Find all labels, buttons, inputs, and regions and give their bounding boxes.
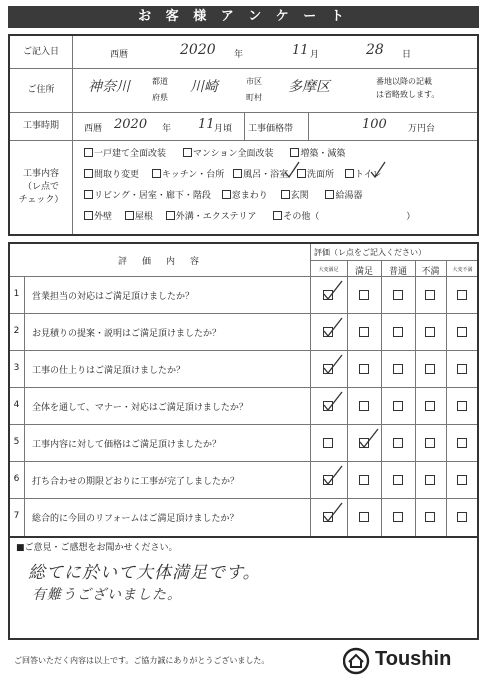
work-option-6[interactable]: 洗面所	[297, 170, 334, 180]
checkbox[interactable]	[166, 211, 175, 220]
work-option-14[interactable]: 外溝・エクステリア	[166, 212, 257, 222]
checkbox[interactable]	[84, 190, 93, 199]
rating-label-very-satisfied: 大変満足	[318, 267, 339, 273]
period-row	[10, 112, 477, 141]
work-option-13[interactable]: 屋根	[125, 212, 153, 222]
rating-check-mark	[358, 426, 380, 448]
checkbox[interactable]	[345, 169, 354, 178]
rating-checkbox[interactable]	[457, 327, 467, 337]
address-note: 番地以降の記載 は省略致します。	[376, 77, 440, 99]
checkbox[interactable]	[84, 211, 93, 220]
question-text: 総合的に今回のリフォームはご満足頂けましたか？	[32, 514, 239, 524]
comment-line-1[interactable]: 総てに於いて大体満足です。	[28, 563, 261, 583]
rating-checkbox[interactable]	[359, 512, 369, 522]
rating-checkbox[interactable]	[393, 401, 403, 411]
work-option-7[interactable]: トイレ	[345, 170, 382, 180]
period-divider	[244, 112, 245, 140]
rating-checkbox[interactable]	[425, 512, 435, 522]
rating-label-satisfied: 満足	[354, 267, 373, 277]
work-check-mark-bath	[282, 160, 302, 180]
evaluation-heading: 評 価 内 容	[117, 257, 202, 267]
address-label: ご住所	[10, 68, 73, 112]
price-divider	[308, 112, 309, 140]
comment-prompt: ■ご意見・ご感想をお聞かせください。	[16, 543, 178, 553]
rating-checkbox[interactable]	[393, 438, 403, 448]
work-option-2[interactable]: 増築・減築	[290, 149, 345, 159]
date-label: ご記入日	[10, 36, 73, 68]
address-ward-value[interactable]: 多摩区	[288, 79, 330, 95]
customer-info-table	[8, 34, 479, 236]
question-text: 打ち合わせの期限どおりに工事が完了しましたか？	[32, 477, 240, 487]
date-day-value[interactable]: 28	[366, 42, 384, 58]
survey-title: お 客 様 ア ン ケ ー ト	[138, 9, 349, 24]
toushin-logo	[343, 646, 479, 680]
rating-checkbox[interactable]	[393, 327, 403, 337]
checkbox[interactable]	[125, 211, 134, 220]
work-type-label: 工事内容 （レ点で チェック）	[10, 140, 73, 234]
date-year-unit: 年	[234, 50, 244, 60]
date-month-value[interactable]: 11	[292, 43, 309, 58]
rating-checkbox[interactable]	[425, 438, 435, 448]
rating-checkbox[interactable]	[457, 512, 467, 522]
rating-checkbox[interactable]	[323, 438, 333, 448]
question-text: 工事内容に対して価格はご満足頂けましたか？	[32, 440, 222, 450]
evaluation-table	[8, 242, 479, 538]
work-option-4[interactable]: キッチン・台所	[152, 170, 224, 180]
comment-line-2[interactable]: 有難うございました。	[32, 587, 182, 603]
address-prefecture-value[interactable]: 神奈川	[88, 79, 130, 95]
work-option-3[interactable]: 間取り変更	[84, 170, 139, 180]
period-year-value[interactable]: 2020	[114, 117, 148, 132]
period-era: 西暦	[84, 124, 103, 134]
question-number: 6	[13, 474, 20, 484]
work-option-9[interactable]: 窓まわり	[222, 191, 268, 201]
work-options-line-2	[84, 167, 381, 180]
question-text: 全体を通して、マナー・対応はご満足頂けましたか？	[32, 403, 248, 413]
brand-name: Toushin	[375, 648, 452, 670]
checkbox[interactable]	[281, 190, 290, 199]
rating-heading: 評価（レ点をご記入ください）	[314, 248, 426, 257]
rating-label-dissatisfied: 不満	[421, 267, 440, 277]
checkbox[interactable]	[222, 190, 231, 199]
rating-checkbox[interactable]	[457, 401, 467, 411]
rating-checkbox[interactable]	[457, 290, 467, 300]
rating-checkbox[interactable]	[393, 364, 403, 374]
rating-label-neutral: 普通	[388, 267, 407, 277]
date-row	[10, 36, 477, 69]
checkbox-checked[interactable]	[233, 169, 242, 178]
rating-checkbox[interactable]	[457, 364, 467, 374]
work-options-line-1	[84, 146, 345, 159]
rating-check-mark	[322, 463, 344, 485]
rating-checkbox[interactable]	[425, 290, 435, 300]
rating-checkbox[interactable]	[393, 475, 403, 485]
work-option-1[interactable]: マンション全面改装	[183, 149, 274, 159]
work-type-row	[10, 140, 477, 234]
work-option-8[interactable]: リビング・居室・廊下・階段	[84, 191, 211, 201]
rating-checkbox[interactable]	[359, 290, 369, 300]
survey-title-bar	[8, 6, 479, 28]
checkbox[interactable]	[325, 190, 334, 199]
address-city-value[interactable]: 川崎	[190, 79, 218, 95]
address-row	[10, 68, 477, 113]
comment-section	[8, 538, 479, 640]
work-option-5[interactable]: 風呂・浴室	[233, 170, 288, 180]
question-number: 7	[13, 511, 20, 521]
rating-checkbox[interactable]	[359, 364, 369, 374]
question-text: 営業担当の対応はご満足頂けましたか？	[32, 292, 195, 302]
checkbox[interactable]	[152, 169, 161, 178]
rating-checkbox[interactable]	[393, 290, 403, 300]
question-number: 3	[13, 363, 20, 373]
footer-thanks: ご回答いただく内容は以上です。ご協力誠にありがとうございました。	[14, 656, 270, 665]
rating-checkbox[interactable]	[457, 475, 467, 485]
price-value[interactable]: 100	[362, 117, 387, 132]
rating-check-mark	[322, 315, 344, 337]
rating-label-very-dissatisfied: 大変不満	[452, 267, 473, 273]
rating-checkbox[interactable]	[425, 401, 435, 411]
question-number: 5	[13, 437, 20, 447]
work-option-10[interactable]: 玄関	[281, 191, 309, 201]
rating-checkbox[interactable]	[457, 438, 467, 448]
checkbox[interactable]	[84, 148, 93, 157]
rating-check-mark	[322, 352, 344, 374]
rating-checkbox[interactable]	[359, 327, 369, 337]
checkbox[interactable]	[290, 148, 299, 157]
date-day-unit: 日	[402, 50, 412, 60]
rating-checkbox[interactable]	[425, 475, 435, 485]
work-other-close: ）	[406, 212, 416, 222]
rating-check-mark	[322, 389, 344, 411]
work-options-line-4	[84, 209, 415, 222]
rating-checkbox[interactable]	[425, 327, 435, 337]
rating-checkbox[interactable]	[393, 512, 403, 522]
rating-checkbox[interactable]	[359, 475, 369, 485]
question-text: お見積りの提案・説明はご満足頂けましたか？	[32, 329, 222, 339]
period-label: 工事時期	[10, 112, 73, 140]
work-option-0[interactable]: 一戸建て全面改装	[84, 149, 166, 159]
period-year-unit: 年	[162, 124, 172, 134]
address-prefecture-units: 都道 府県	[152, 77, 168, 102]
question-number: 4	[13, 400, 20, 410]
question-text: 工事の仕上りはご満足頂けましたか？	[32, 366, 186, 376]
rating-check-mark	[322, 278, 344, 300]
rating-checkbox-grid	[10, 244, 477, 536]
date-month-unit: 月	[310, 50, 320, 60]
work-options-line-3	[84, 188, 363, 201]
rating-checkbox[interactable]	[425, 364, 435, 374]
price-unit: 万円台	[408, 124, 436, 134]
work-option-11[interactable]: 給湯器	[325, 191, 362, 201]
work-option-15[interactable]: その他（	[273, 212, 319, 222]
checkbox[interactable]	[84, 169, 93, 178]
rating-check-mark	[322, 500, 344, 522]
checkbox[interactable]	[183, 148, 192, 157]
checkbox[interactable]	[273, 211, 282, 220]
work-check-mark-washroom	[368, 160, 388, 180]
work-option-12[interactable]: 外壁	[84, 212, 112, 222]
address-city-units: 市区 町村	[246, 77, 262, 102]
price-label: 工事価格帯	[248, 124, 294, 134]
period-month-unit: 月頃	[214, 124, 233, 134]
date-year-value[interactable]: 2020	[180, 42, 216, 58]
rating-checkbox[interactable]	[359, 401, 369, 411]
period-month-value[interactable]: 11	[198, 117, 215, 132]
date-era: 西暦	[110, 50, 129, 60]
question-number: 2	[13, 326, 20, 336]
question-number: 1	[13, 289, 20, 299]
